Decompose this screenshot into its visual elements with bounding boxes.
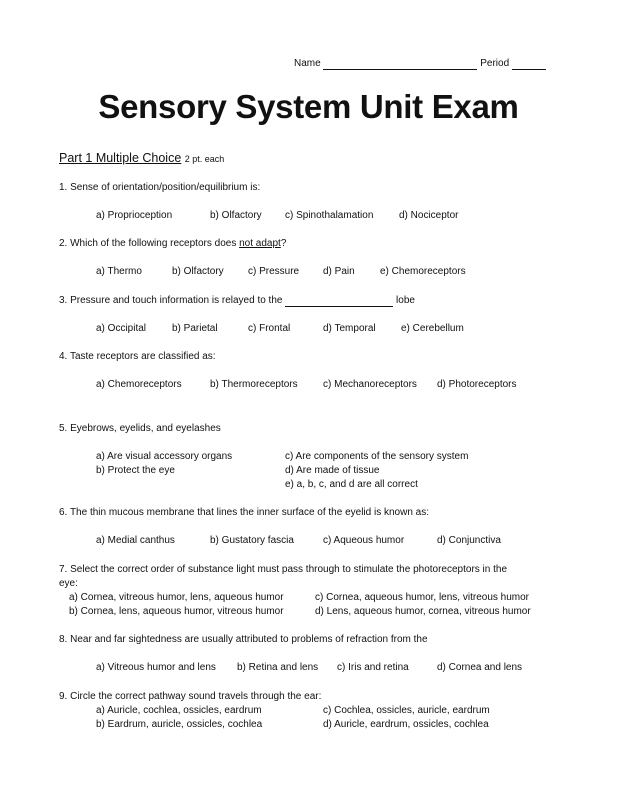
option[interactable]: a) Chemoreceptors <box>96 379 182 390</box>
option[interactable]: a) Thermo <box>96 266 142 277</box>
option[interactable]: b) Gustatory fascia <box>210 535 294 546</box>
period-label: Period <box>480 58 510 69</box>
option[interactable]: b) Olfactory <box>172 266 224 277</box>
option[interactable]: a) Are visual accessory organs <box>96 451 233 462</box>
option[interactable]: b) Thermoreceptors <box>210 379 298 390</box>
option[interactable]: d) Nociceptor <box>399 210 459 221</box>
question-1: 1. Sense of orientation/position/equilibrium is: <box>59 182 261 193</box>
question-8: 8. Near and far sightedness are usually attributed to problems of refraction from the <box>59 634 428 645</box>
option[interactable]: b) Protect the eye <box>96 465 175 476</box>
name-blank[interactable] <box>323 59 477 70</box>
option[interactable]: a) Occipital <box>96 323 147 334</box>
emphasis: not adapt <box>239 238 281 249</box>
option[interactable]: d) Conjunctiva <box>437 535 501 546</box>
question-text: lobe <box>396 295 415 306</box>
option[interactable]: c) Are components of the sensory system <box>285 451 469 462</box>
page-title: Sensory System Unit Exam <box>98 88 519 125</box>
option[interactable]: c) Spinothalamation <box>285 210 374 221</box>
question-text: 2. Which of the following receptors does <box>59 238 240 249</box>
section-points: 2 pt. each <box>184 154 225 164</box>
option[interactable]: d) Auricle, eardrum, ossicles, cochlea <box>323 719 489 730</box>
option[interactable]: d) Temporal <box>323 323 376 334</box>
name-field[interactable] <box>294 58 546 70</box>
option[interactable]: c) Frontal <box>248 323 291 334</box>
option[interactable]: d) Are made of tissue <box>285 465 380 476</box>
option[interactable]: a) Proprioception <box>96 210 173 221</box>
option[interactable]: c) Cornea, aqueous humor, lens, vitreous humor <box>315 592 529 603</box>
option[interactable]: c) Pressure <box>248 266 300 277</box>
option[interactable]: b) Olfactory <box>210 210 262 221</box>
period-blank[interactable] <box>512 59 546 70</box>
option[interactable]: d) Photoreceptors <box>437 379 517 390</box>
option[interactable]: c) Iris and retina <box>337 662 409 673</box>
option[interactable]: b) Retina and lens <box>237 662 319 673</box>
fill-in-blank[interactable] <box>285 296 393 307</box>
question-9: 9. Circle the correct pathway sound travels through the ear: <box>59 691 322 702</box>
option[interactable]: e) Chemoreceptors <box>380 266 466 277</box>
option[interactable]: e) a, b, c, and d are all correct <box>285 479 418 490</box>
name-label: Name <box>294 58 321 69</box>
question-7-line2: eye: <box>59 578 78 589</box>
question-6: 6. The thin mucous membrane that lines the inner surface of the eyelid is known as: <box>59 507 430 518</box>
question-4: 4. Taste receptors are classified as: <box>59 351 216 362</box>
option[interactable]: a) Auricle, cochlea, ossicles, eardrum <box>96 705 262 716</box>
option[interactable]: c) Cochlea, ossicles, auricle, eardrum <box>323 705 490 716</box>
option[interactable]: c) Mechanoreceptors <box>323 379 417 390</box>
question-text: ? <box>280 238 287 249</box>
option[interactable]: d) Pain <box>323 266 355 277</box>
option[interactable]: b) Cornea, lens, aqueous humor, vitreous humor <box>69 606 284 617</box>
question-text: 3. Pressure and touch information is relayed to the <box>59 295 283 306</box>
option[interactable]: d) Lens, aqueous humor, cornea, vitreous humor <box>315 606 531 617</box>
question-3 <box>59 295 415 307</box>
question-5: 5. Eyebrows, eyelids, and eyelashes <box>59 423 221 434</box>
question-2 <box>59 238 286 250</box>
section-title: Part 1 Multiple Choice <box>59 151 182 165</box>
option[interactable]: a) Cornea, vitreous humor, lens, aqueous humor <box>69 592 284 603</box>
section-heading <box>59 151 224 165</box>
option[interactable]: b) Eardrum, auricle, ossicles, cochlea <box>96 719 263 730</box>
option[interactable]: a) Vitreous humor and lens <box>96 662 216 673</box>
option[interactable]: b) Parietal <box>172 323 218 334</box>
question-7: 7. Select the correct order of substance light must pass through to stimulate the photoreceptors in the <box>59 564 508 575</box>
option[interactable]: a) Medial canthus <box>96 535 175 546</box>
option[interactable]: d) Cornea and lens <box>437 662 523 673</box>
option[interactable]: c) Aqueous humor <box>323 535 405 546</box>
option[interactable]: e) Cerebellum <box>401 323 464 334</box>
